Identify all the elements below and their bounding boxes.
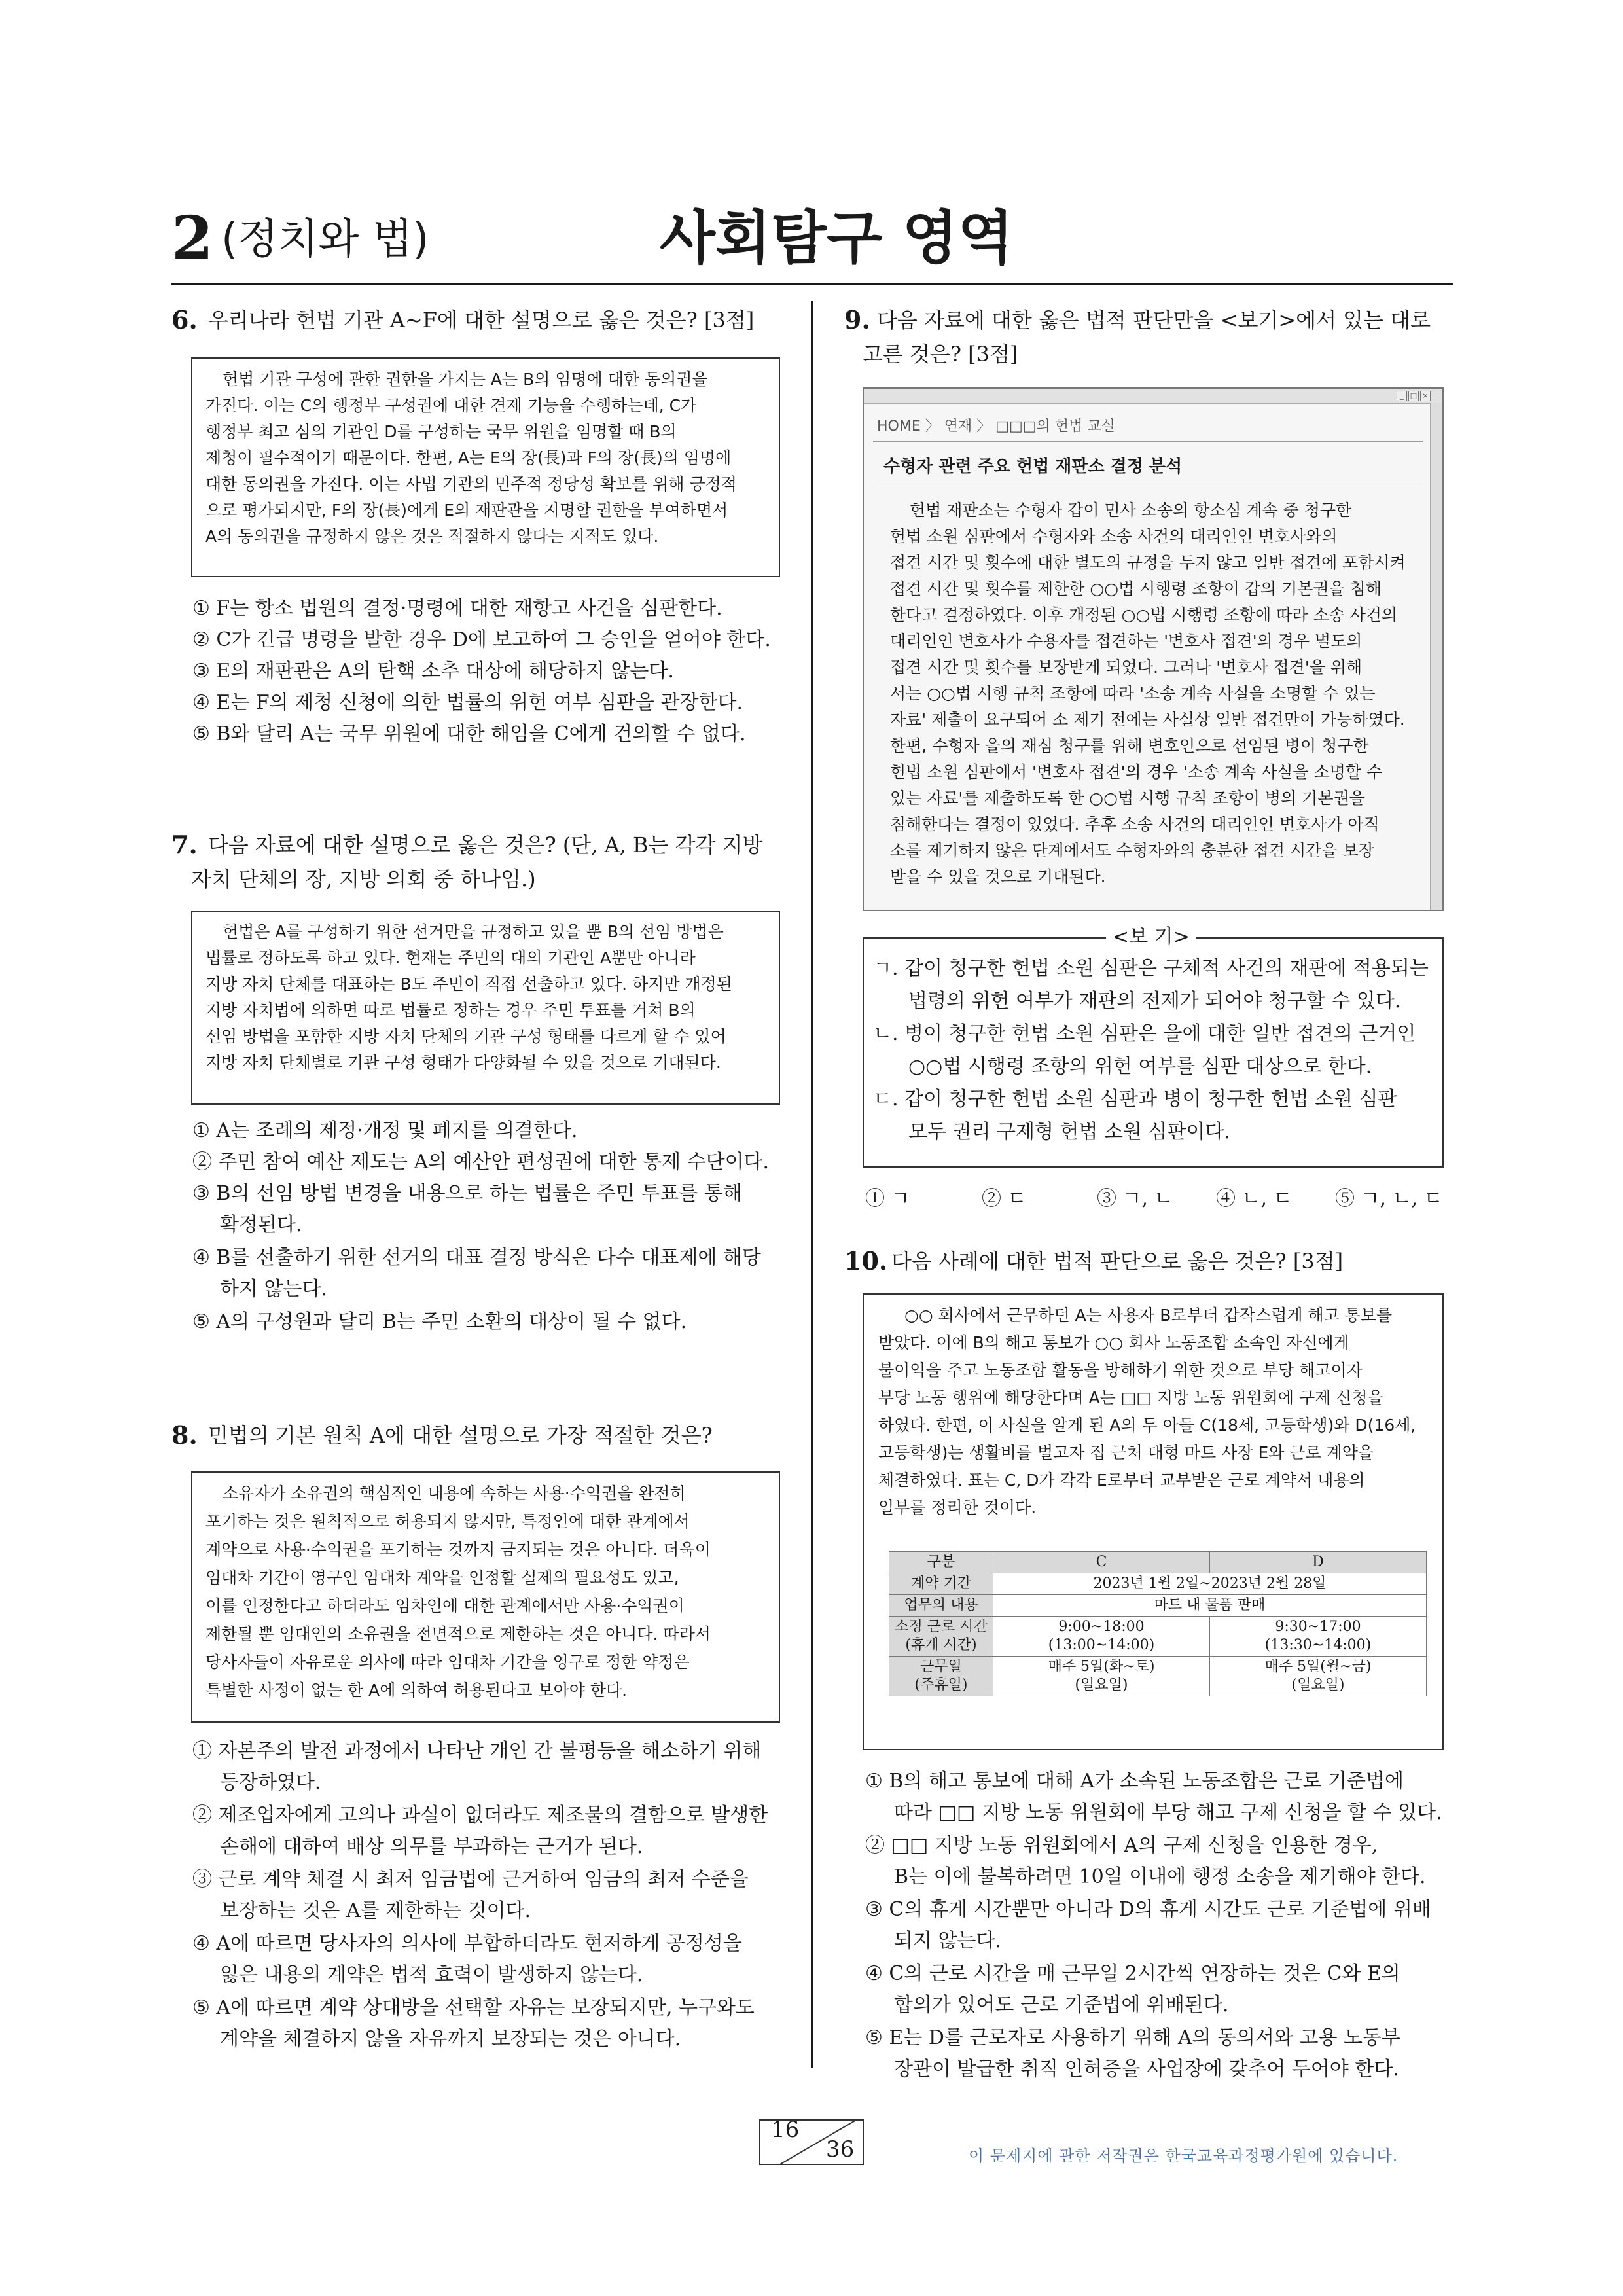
- question-number: 7.: [171, 830, 198, 859]
- answer-option[interactable]: ② ㄷ: [982, 1187, 1027, 1210]
- answer-option[interactable]: ① 자본주의 발전 과정에서 나타난 개인 간 불평등을 해소하기 위해: [192, 1740, 762, 1763]
- passage-line: 지방 자치법에 의하면 따로 법률로 정하는 경우 주민 투표를 거쳐 B의: [205, 1001, 696, 1020]
- section-number: 2: [171, 203, 214, 274]
- column-divider: [812, 301, 813, 2068]
- question-number: 6.: [171, 305, 198, 334]
- case-line: 불이익을 주고 노동조합 활동을 방해하기 위한 것으로 부당 해고이자: [878, 1361, 1363, 1380]
- table-row: [889, 1617, 1427, 1657]
- question-stem: 고른 것은? [3점]: [863, 342, 1018, 367]
- table-cell: 매주 5일(월~금) (일요일): [1209, 1657, 1426, 1696]
- article-line: 서는 ○○법 시행 규칙 조항에 따라 '소송 계속 사실을 소명할 수 있는: [890, 684, 1376, 703]
- minimize-icon[interactable]: _: [1397, 391, 1407, 401]
- article-line: 소를 제기하지 않은 단계에서도 수형자와의 충분한 접견 시간을 보장: [890, 841, 1374, 860]
- answer-option[interactable]: ③ E의 재판관은 A의 탄핵 소추 대상에 해당하지 않는다.: [192, 660, 674, 683]
- answer-option[interactable]: ② 제조업자에게 고의나 과실이 없더라도 제조물의 결함으로 발생한: [192, 1804, 768, 1827]
- passage-line: 대한 동의권을 가진다. 이는 사법 기관의 민주적 정당성 확보를 위해 긍정적: [205, 475, 737, 493]
- answer-option-cont: 계약을 체결하지 않을 자유까지 보장되는 것은 아니다.: [220, 2028, 681, 2051]
- page-number: 16: [771, 2117, 800, 2143]
- question-number: 9.: [844, 305, 870, 334]
- passage-line: 제한될 뿐 임대인의 소유권을 전면적으로 제한하는 것은 아니다. 따라서: [205, 1624, 711, 1643]
- maximize-icon[interactable]: □: [1408, 391, 1419, 401]
- answer-option[interactable]: ② C가 긴급 명령을 발한 경우 D에 보고하여 그 승인을 얻어야 한다.: [192, 628, 771, 651]
- question-stem: 우리나라 헌법 기관 A~F에 대한 설명으로 옳은 것은? [3점]: [208, 308, 755, 332]
- table-header: 구분: [889, 1552, 993, 1573]
- bogi-item: ㄷ. 갑이 청구한 헌법 소원 심판과 병이 청구한 헌법 소원 심판: [873, 1088, 1397, 1111]
- page-title: 사회탐구 영역: [660, 204, 1014, 272]
- article-line: 대리인인 변호사가 수용자를 접견하는 '변호사 접견'의 경우 별도의: [890, 632, 1363, 651]
- passage-line: A의 동의권을 규정하지 않은 것은 적절하지 않다는 지적도 있다.: [205, 527, 659, 546]
- case-line: 부당 노동 행위에 해당한다며 A는 □□ 지방 노동 위원회에 구제 신청을: [878, 1388, 1383, 1407]
- table-cell: 매주 5일(화~토) (일요일): [993, 1657, 1210, 1696]
- passage-line: 가진다. 이는 C의 행정부 구성권에 대한 견제 기능을 수행하는데, C가: [205, 396, 697, 415]
- answer-option[interactable]: ④ B를 선출하기 위한 선거의 대표 결정 방식은 다수 대표제에 해당: [192, 1246, 761, 1269]
- close-icon[interactable]: ×: [1420, 391, 1431, 401]
- page-total: 36: [826, 2136, 855, 2162]
- question-stem: 다음 자료에 대한 설명으로 옳은 것은? (단, A, B는 각각 지방: [208, 833, 763, 857]
- question-number: 8.: [171, 1420, 198, 1450]
- passage-line: 행정부 최고 심의 기관인 D를 구성하는 국무 위원을 임명할 때 B의: [205, 422, 677, 441]
- answer-option[interactable]: ⑤ B와 달리 A는 국무 위원에 대한 해임을 C에게 건의할 수 없다.: [192, 723, 746, 745]
- article-line: 자료' 제출이 요구되어 소 제기 전에는 사실상 일반 접견만이 가능하였다.: [890, 710, 1405, 729]
- bogi-item-cont: 법령의 위헌 여부가 재판의 전제가 되어야 청구할 수 있다.: [908, 990, 1401, 1013]
- passage-line: 법률로 정하도록 하고 있다. 현재는 주민의 대의 기관인 A뿐만 아니라: [205, 948, 696, 967]
- table-header: D: [1209, 1552, 1426, 1573]
- passage-line: 계약으로 사용·수익권을 포기하는 것까지 금지되는 것은 아니다. 더욱이: [205, 1540, 711, 1559]
- passage-line: 으로 평가되지만, F의 장(長)에게 E의 재판관을 지명할 권한을 부여하면서: [205, 501, 728, 520]
- table-cell: 2023년 1월 2일~2023년 2월 28일: [993, 1573, 1427, 1595]
- case-line: 받았다. 이에 B의 해고 통보가 ○○ 회사 노동조합 소속인 자신에게: [878, 1333, 1349, 1352]
- answer-option[interactable]: ③ 근로 계약 체결 시 최저 임금법에 근거하여 임금의 최저 수준을: [192, 1868, 749, 1891]
- answer-option-cont: 보장하는 것은 A를 제한하는 것이다.: [220, 1899, 531, 1922]
- article-line: 접견 시간 및 횟수에 대한 별도의 규정을 두지 않고 일반 접견에 포함시켜: [890, 553, 1406, 572]
- passage-line: 포기하는 것은 원칙적으로 허용되지 않지만, 특정인에 대한 관계에서: [205, 1512, 690, 1531]
- answer-option-cont: 등장하였다.: [220, 1771, 321, 1794]
- answer-option[interactable]: ③ ㄱ, ㄴ: [1097, 1187, 1173, 1210]
- question-stem: 다음 자료에 대한 옳은 법적 판단만을 <보기>에서 있는 대로: [877, 308, 1431, 332]
- answer-option-cont: 장관이 발급한 취직 인허증을 사업장에 갖추어 두어야 한다.: [894, 2058, 1399, 2081]
- answer-option-cont: B는 이에 불복하려면 10일 이내에 행정 소송을 제기해야 한다.: [894, 1865, 1426, 1888]
- table-header-row: [889, 1552, 1427, 1573]
- row-label: 업무의 내용: [889, 1595, 993, 1617]
- article-line: 헌법 소원 심판에서 수형자와 소송 사건의 대리인인 변호사와의: [890, 527, 1338, 546]
- answer-option[interactable]: ② □□ 지방 노동 위원회에서 A의 구제 신청을 인용한 경우,: [865, 1834, 1378, 1857]
- row-label: 소정 근로 시간 (휴게 시간): [889, 1617, 993, 1657]
- answer-option[interactable]: ④ C의 근로 시간을 매 근무일 2시간씩 연장하는 것은 C와 E의: [865, 1962, 1400, 1985]
- case-line: 하였다. 한편, 이 사실을 알게 된 A의 두 아들 C(18세, 고등학생)와 D(16세,: [878, 1416, 1416, 1435]
- case-line: 고등학생)는 생활비를 벌고자 집 근처 대형 마트 사장 E와 근로 계약을: [878, 1443, 1374, 1462]
- row-label: 근무일 (주휴일): [889, 1657, 993, 1696]
- passage-line: 제청이 필수적이기 때문이다. 한편, A는 E의 장(長)과 F의 장(長)의 임명에: [205, 448, 732, 467]
- article-line: 침해한다는 결정이 있었다. 추후 소송 사건의 대리인인 변호사가 아직: [890, 815, 1380, 834]
- article-title: 수형자 관련 주요 헌법 재판소 결정 분석: [883, 457, 1183, 476]
- row-label: 계약 기간: [889, 1573, 993, 1595]
- passage-line: 이를 인정한다고 하더라도 임차인에 대한 관계에서만 사용·수익권이: [205, 1596, 685, 1615]
- answer-option[interactable]: ① A는 조례의 제정·개정 및 폐지를 의결한다.: [192, 1119, 578, 1142]
- divider: [873, 441, 1423, 442]
- answer-option-cont: 잃은 내용의 계약은 법적 효력이 발생하지 않는다.: [220, 1964, 643, 1986]
- answer-option-cont: 따라 □□ 지방 노동 위원회에 부당 해고 구제 신청을 할 수 있다.: [894, 1801, 1442, 1824]
- answer-option-cont: 손해에 대하여 배상 의무를 부과하는 근거가 된다.: [220, 1835, 643, 1858]
- article-line: 있는 자료'를 제출하도록 한 ○○법 시행 규칙 조항이 병의 기본권을: [890, 789, 1365, 808]
- header-rule: [171, 283, 1453, 285]
- window-titlebar: [864, 389, 1442, 404]
- scrollbar[interactable]: [1430, 403, 1442, 910]
- answer-option[interactable]: ④ ㄴ, ㄷ: [1216, 1187, 1293, 1210]
- table-cell: 마트 내 물품 판매: [993, 1595, 1427, 1617]
- passage-line: 헌법 기관 구성에 관한 권한을 가지는 A는 B의 임명에 대한 동의권을: [223, 370, 708, 389]
- passage-line: 지방 자치 단체별로 기관 구성 형태가 다양화될 수 있을 것으로 기대된다.: [205, 1053, 721, 1072]
- table-cell: 9:00~18:00 (13:00~14:00): [993, 1617, 1210, 1657]
- bogi-label: <보 기>: [1106, 923, 1196, 952]
- copyright-notice: 이 문제지에 관한 저작권은 한국교육과정평가원에 있습니다.: [969, 2147, 1399, 2165]
- contract-table: [889, 1551, 1427, 1696]
- bogi-item: ㄴ. 병이 청구한 헌법 소원 심판은 을에 대한 일반 접견의 근거인: [873, 1022, 1416, 1045]
- case-line: 체결하였다. 표는 C, D가 각각 E로부터 교부받은 근로 계약서 내용의: [878, 1471, 1365, 1490]
- case-line: ○○ 회사에서 근무하던 A는 사용자 B로부터 갑작스럽게 해고 통보를: [904, 1306, 1393, 1325]
- table-row: [889, 1573, 1427, 1595]
- article-line: 헌법 소원 심판에서 '변호사 접견'의 경우 '소송 계속 사실을 소명할 수: [890, 762, 1383, 781]
- answer-option[interactable]: ③ C의 휴게 시간뿐만 아니라 D의 휴게 시간도 근로 기준법에 위배: [865, 1898, 1431, 1921]
- answer-option[interactable]: ① F는 항소 법원의 결정·명령에 대한 재항고 사건을 심판한다.: [192, 597, 722, 620]
- answer-option[interactable]: ① B의 해고 통보에 대해 A가 소속된 노동조합은 근로 기준법에: [865, 1770, 1404, 1793]
- breadcrumb[interactable]: HOME 〉 연재 〉 □□□의 헌법 교실: [877, 418, 1115, 435]
- answer-option-cont: 합의가 있어도 근로 기준법에 위배된다.: [894, 1994, 1229, 2017]
- question-number: 10.: [844, 1246, 888, 1276]
- passage-line: 특별한 사정이 없는 한 A에 의하여 허용된다고 보아야 한다.: [205, 1681, 628, 1700]
- answer-option[interactable]: ② 주민 참여 예산 제도는 A의 예산안 편성권에 대한 통제 수단이다.: [192, 1151, 770, 1174]
- case-line: 일부를 정리한 것이다.: [878, 1498, 1037, 1517]
- answer-option-cont: 확정된다.: [220, 1213, 302, 1236]
- answer-option[interactable]: ④ A에 따르면 당사자의 의사에 부합하더라도 현저하게 공정성을: [192, 1932, 742, 1955]
- article-line: 받을 수 있을 것으로 기대된다.: [890, 867, 1106, 886]
- passage-line: 선임 방법을 포함한 지방 자치 단체의 기관 구성 형태를 다르게 할 수 있어: [205, 1027, 726, 1046]
- table-header: C: [993, 1552, 1210, 1573]
- answer-option[interactable]: ⑤ A에 따르면 계약 상대방을 선택할 자유는 보장되지만, 누구와도: [192, 1996, 755, 2019]
- passage-line: 소유자가 소유권의 핵심적인 내용에 속하는 사용·수익권을 완전히: [223, 1484, 686, 1503]
- table-row: [889, 1657, 1427, 1696]
- subject-name: (정치와 법): [221, 215, 429, 264]
- passage-line: 당사자들이 자유로운 의사에 따라 임대차 기간을 영구로 정한 약정은: [205, 1653, 690, 1672]
- article-line: 접견 시간 및 횟수를 보장받게 되었다. 그러나 '변호사 접견'을 위해: [890, 658, 1363, 677]
- bogi-item-cont: ○○법 시행령 조항의 위헌 여부를 심판 대상으로 한다.: [908, 1055, 1372, 1078]
- passage-line: 지방 자치 단체를 대표하는 B도 주민이 직접 선출하고 있다. 하지만 개정된: [205, 975, 732, 994]
- answer-option[interactable]: ⑤ ㄱ, ㄴ, ㄷ: [1335, 1187, 1443, 1210]
- answer-option-cont: 되지 않는다.: [894, 1929, 1001, 1952]
- question-stem: 민법의 기본 원칙 A에 대한 설명으로 가장 적절한 것은?: [208, 1423, 713, 1448]
- answer-option[interactable]: ① ㄱ: [865, 1187, 910, 1210]
- answer-option[interactable]: ⑤ E는 D를 근로자로 사용하기 위해 A의 동의서와 고용 노동부: [865, 2026, 1400, 2049]
- bogi-item-cont: 모두 권리 구제형 헌법 소원 심판이다.: [908, 1121, 1230, 1143]
- answer-option[interactable]: ⑤ A의 구성원과 달리 B는 주민 소환의 대상이 될 수 없다.: [192, 1310, 687, 1333]
- bogi-item: ㄱ. 갑이 청구한 헌법 소원 심판은 구체적 사건의 재판에 적용되는: [873, 957, 1429, 980]
- passage-line: 임대차 기간이 영구인 임대차 계약을 인정할 실제의 필요성도 있고,: [205, 1568, 679, 1587]
- answer-option[interactable]: ③ B의 선임 방법 변경을 내용으로 하는 법률은 주민 투표를 통해: [192, 1182, 742, 1205]
- table-row: [889, 1595, 1427, 1617]
- article-line: 한편, 수형자 을의 재심 청구를 위해 변호인으로 선임된 병이 청구한: [890, 736, 1369, 755]
- article-line: 접견 시간 및 횟수를 제한한 ○○법 시행령 조항이 갑의 기본권을 침해: [890, 579, 1382, 598]
- table-cell: 9:30~17:00 (13:30~14:00): [1209, 1617, 1426, 1657]
- question-stem: 다음 사례에 대한 법적 판단으로 옳은 것은? [3점]: [891, 1249, 1344, 1274]
- passage-line: 헌법은 A를 구성하기 위한 선거만을 규정하고 있을 뿐 B의 선임 방법은: [223, 922, 724, 941]
- article-line: 한다고 결정하였다. 이후 개정된 ○○법 시행령 조항에 따라 소송 사건의: [890, 605, 1398, 624]
- answer-option-cont: 하지 않는다.: [220, 1278, 327, 1300]
- question-stem: 자치 단체의 장, 지방 의회 중 하나임.): [191, 867, 536, 891]
- article-line: 헌법 재판소는 수형자 갑이 민사 소송의 항소심 계속 중 청구한: [910, 501, 1352, 520]
- answer-option[interactable]: ④ E는 F의 제청 신청에 의한 법률의 위헌 여부 심판을 관장한다.: [192, 691, 743, 714]
